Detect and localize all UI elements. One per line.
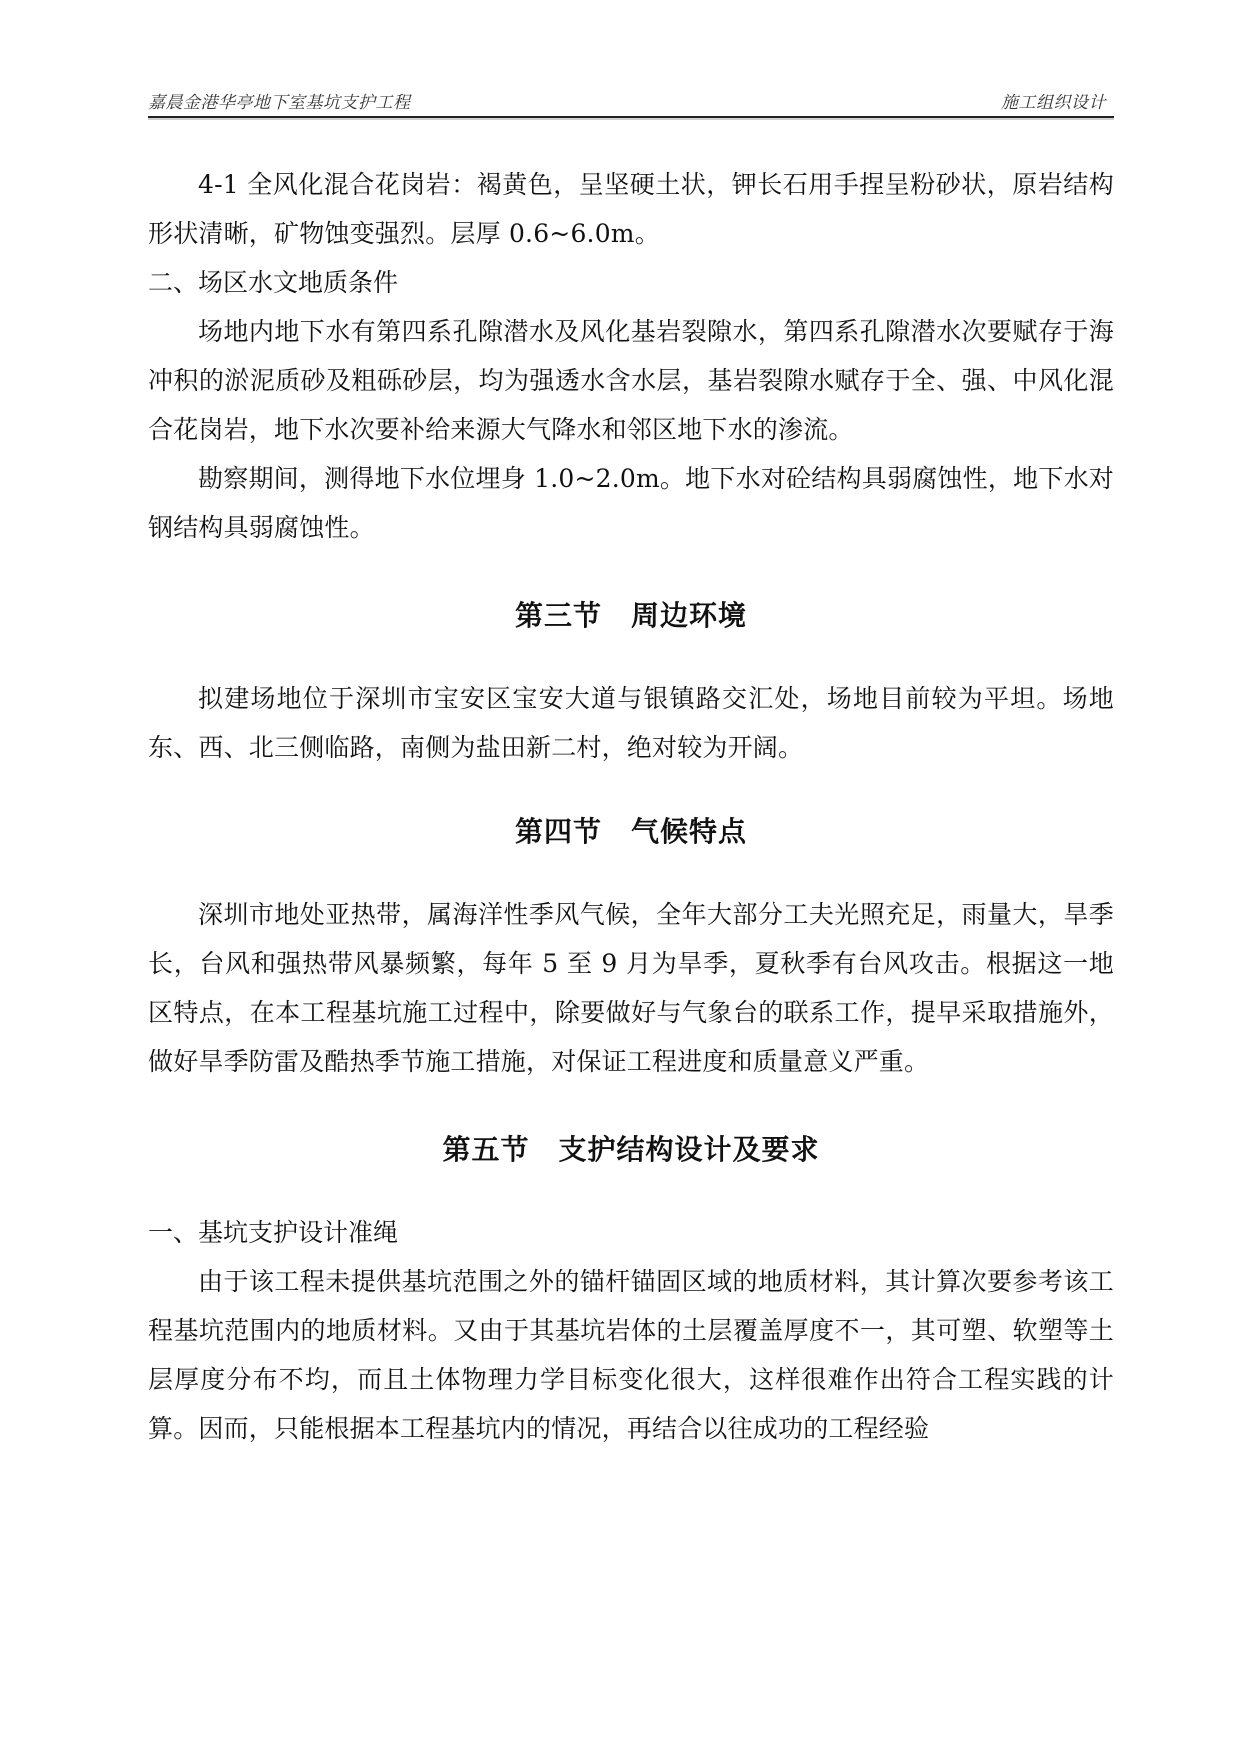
paragraph-groundwater-level: 勘察期间，测得地下水位埋身 1.0~2.0m。地下水对砼结构具弱腐蚀性，地下水对钢结构具弱腐蚀性。 (148, 464, 1114, 542)
paragraph-design-basis: 由于该工程未提供基坑范围之外的锚杆锚固区域的地质材料，其计算次要参考该工程基坑范围内的地质材料。又由于其基坑岩体的土层覆盖厚度不一，其可塑、软塑等土层厚度分布不均，而且土体物理力学目标变化很大，这样很难作出符合工程实践的计算。因而，只能根据本工程基坑内的情况，再结合以往成功的工程经验 (148, 1267, 1114, 1443)
section-heading-climate: 第四节 气候特点 (514, 815, 747, 848)
subheading-hydrogeology: 二、场区水文地质条件 (148, 268, 399, 297)
subheading-design-principles: 一、基坑支护设计准绳 (148, 1218, 399, 1247)
paragraph-groundwater-types: 场地内地下水有第四系孔隙潜水及风化基岩裂隙水，第四系孔隙潜水次要赋存于海冲积的淤泥质砂及粗砾砂层，均为强透水含水层，基岩裂隙水赋存于全、强、中风化混合花岗岩，地下水次要补给来源大气降水和邻区地下水的渗流。 (148, 317, 1114, 444)
header-document-type: 施工组织设计 (1001, 93, 1106, 113)
page-content (148, 160, 1114, 1453)
section-heading-surroundings: 第三节 周边环境 (514, 599, 747, 632)
header-document-title: 嘉晨金港华亭地下室基坑支护工程 (148, 93, 411, 113)
paragraph-climate: 深圳市地处亚热带，属海洋性季风气候，全年大部分工夫光照充足，雨量大，旱季长，台风和强热带风暴频繁，每年 5 至 9 月为旱季，夏秋季有台风攻击。根据这一地区特点，在本工程基坑施工过程中，除要做好与气象台的联系工作，提早采取措施外，做好旱季防雷及酷热季节施工措施，对保证工程进度和质量意义严重。 (148, 900, 1114, 1076)
paragraph-granite-layer: 4-1 全风化混合花岗岩：褐黄色，呈坚硬土状，钾长石用手捏呈粉砂状，原岩结构形状清晰，矿物蚀变强烈。层厚 0.6~6.0m。 (148, 170, 1114, 248)
paragraph-site-location: 拟建场地位于深圳市宝安区宝安大道与银镇路交汇处，场地目前较为平坦。场地东、西、北三侧临路，南侧为盐田新二村，绝对较为开阔。 (148, 684, 1114, 762)
page-header (148, 84, 1114, 118)
section-heading-support-design: 第五节 支护结构设计及要求 (442, 1133, 820, 1166)
